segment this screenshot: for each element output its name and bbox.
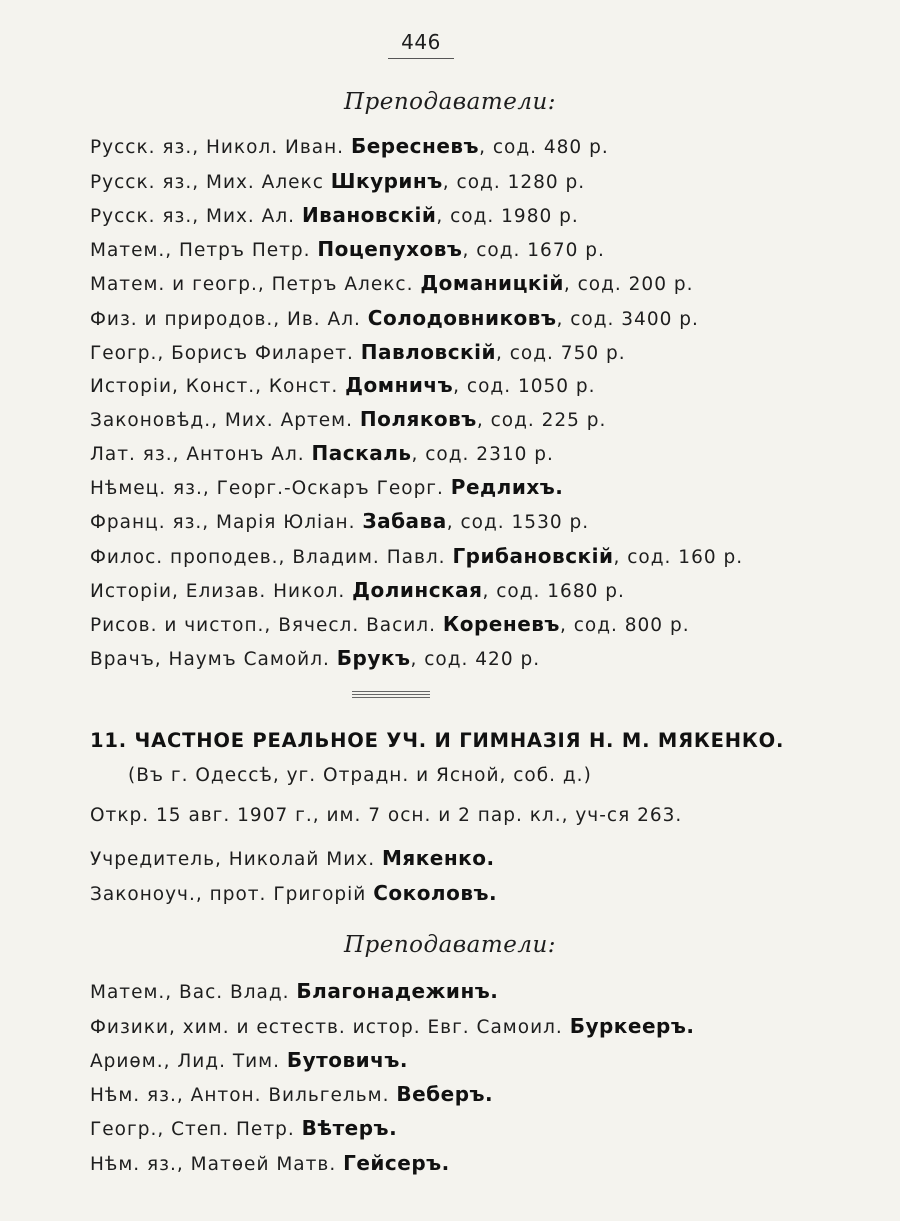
teacher-entry: Матем., Петръ Петр. Поцепуховъ, сод. 1670 р. <box>90 237 605 261</box>
teacher-name: Паскаль <box>311 441 412 465</box>
teachers-heading-2: Преподаватели: <box>343 932 557 958</box>
teacher-entry: Врачъ, Наумъ Самойл. Брукъ, сод. 420 р. <box>90 646 541 670</box>
teacher-name: Павловскій <box>360 340 496 364</box>
teacher-entry: Русск. яз., Никол. Иван. Бересневъ, сод. 480 р. <box>90 134 609 158</box>
teacher-name: Грибановскій <box>452 544 614 568</box>
teacher-entry: Физики, хим. и естеств. истор. Евг. Самоил. Буркееръ. <box>90 1014 695 1038</box>
teacher-name: Веберъ. <box>396 1082 494 1106</box>
teacher-entry: Матем. и геогр., Петръ Алекс. Доманицкій, сод. 200 р. <box>90 271 694 295</box>
teacher-name: Бутовичъ. <box>286 1048 409 1072</box>
teacher-name: Солодовниковъ <box>367 306 557 330</box>
teacher-entry: Законовѣд., Мих. Артем. Поляковъ, сод. 225 р. <box>90 407 607 431</box>
teacher-name: Буркееръ. <box>569 1014 695 1038</box>
teacher-entry: Русск. яз., Мих. Алекс Шкуринъ, сод. 1280 р. <box>90 169 586 193</box>
teacher-entry: Ариѳм., Лид. Тим. Бутовичъ. <box>90 1048 409 1072</box>
teacher-entry: Нѣмец. яз., Георг.-Оскаръ Георг. Редлихъ. <box>90 475 564 499</box>
teacher-name: Долинская <box>352 578 483 602</box>
teacher-entry: Физ. и природов., Ив. Ал. Солодовниковъ, сод. 3400 р. <box>90 306 699 330</box>
teacher-entry: Геогр., Степ. Петр. Вѣтеръ. <box>90 1116 398 1140</box>
teacher-entry: Нѣм. яз., Антон. Вильгельм. Веберъ. <box>90 1082 494 1106</box>
teacher-name: Шкуринъ <box>330 169 443 193</box>
teachers-heading: Преподаватели: <box>343 89 557 115</box>
teacher-name: Редлихъ. <box>450 475 564 499</box>
teacher-name: Забава <box>362 509 447 533</box>
teacher-name: Доманицкій <box>420 271 564 295</box>
teacher-name: Поцепуховъ <box>317 237 463 261</box>
school-opened-info: Откр. 15 авг. 1907 г., им. 7 осн. и 2 пар. кл., уч-ся 263. <box>90 805 683 826</box>
teacher-entry: Франц. яз., Марія Юліан. Забава, сод. 1530 р. <box>90 509 590 533</box>
teacher-name: Домничъ <box>345 373 454 397</box>
page-number: 446 <box>401 30 441 54</box>
priest-entry: Законоуч., прот. Григорій Соколовъ. <box>90 881 498 905</box>
teacher-name: Поляковъ <box>359 407 477 431</box>
teacher-name: Благонадежинъ. <box>296 979 499 1003</box>
founder-name: Мякенко. <box>381 846 495 870</box>
teacher-entry: Исторіи, Конст., Конст. Домничъ, сод. 1050 р. <box>90 373 596 397</box>
teacher-entry: Нѣм. яз., Матѳей Матв. Гейсеръ. <box>90 1151 450 1175</box>
teacher-name: Кореневъ <box>442 612 560 636</box>
section-separator <box>352 691 430 699</box>
page-number-rule <box>388 58 454 59</box>
teacher-entry: Рисов. и чистоп., Вячесл. Васил. Кореневъ, сод. 800 р. <box>90 612 690 636</box>
teacher-entry: Филос. проподев., Владим. Павл. Грибановскій, сод. 160 р. <box>90 544 744 568</box>
teacher-entry: Геогр., Борисъ Филарет. Павловскій, сод. 750 р. <box>90 340 626 364</box>
teacher-name: Брукъ <box>336 646 411 670</box>
teacher-name: Бересневъ <box>350 134 480 158</box>
teacher-name: Гейсеръ. <box>343 1151 450 1175</box>
teacher-entry: Русск. яз., Мих. Ал. Ивановскій, сод. 1980 р. <box>90 203 579 227</box>
priest-name: Соколовъ. <box>373 881 498 905</box>
teacher-name: Ивановскій <box>301 203 437 227</box>
school-address: (Въ г. Одессѣ, уг. Отрадн. и Ясной, соб. д.) <box>128 765 592 786</box>
school-title: 11. ЧАСТНОЕ РЕАЛЬНОЕ УЧ. И ГИМНАЗІЯ Н. М. МЯКЕНКО. <box>90 729 785 752</box>
teacher-entry: Исторіи, Елизав. Никол. Долинская, сод. 1680 р. <box>90 578 625 602</box>
teacher-name: Вѣтеръ. <box>301 1116 398 1140</box>
teacher-entry: Лат. яз., Антонъ Ал. Паскаль, сод. 2310 р. <box>90 441 554 465</box>
founder-entry: Учредитель, Николай Мих. Мякенко. <box>90 846 495 870</box>
teacher-entry: Матем., Вас. Влад. Благонадежинъ. <box>90 979 499 1003</box>
